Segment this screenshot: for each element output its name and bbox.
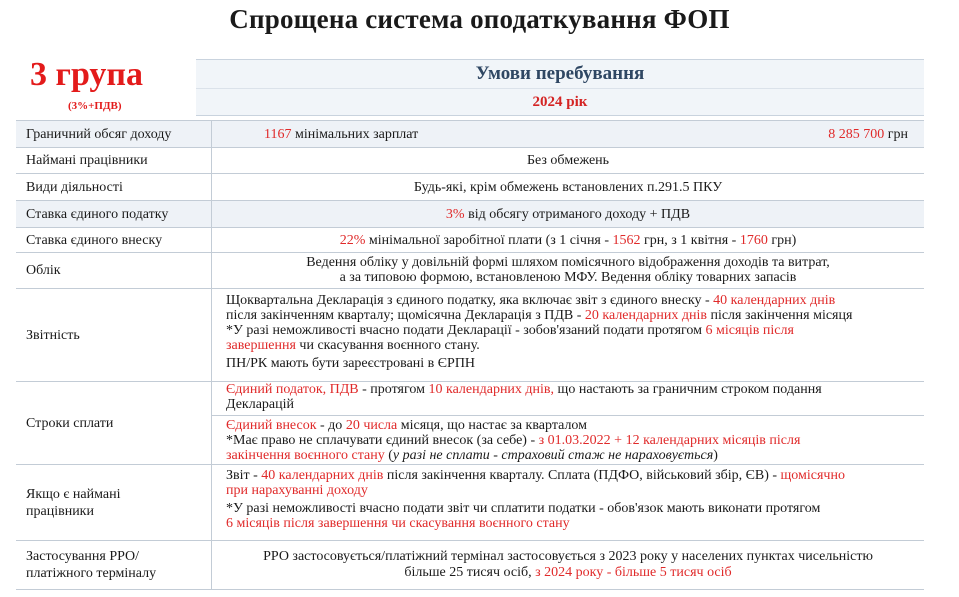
- group-label: 3 група: [30, 56, 143, 93]
- employees-value: Без обмежень: [526, 152, 610, 168]
- income-amount: 8 285 700: [828, 127, 885, 142]
- page-title: Спрощена система оподаткування ФОП: [229, 4, 730, 34]
- row-hired-employees: Якщо є наймані працівники Звіт - 40 календарних днів після закінчення кварталу. Сплата (ПДФО, військовий збір, ЄВ) - щомісячно при нарахуванні доходу *У разі неможливості вчасно подати звіт чи сплатити податки - обов'язок мають виконати протягом 6 місяців після завершення чи скасування воєнного стану: [16, 465, 924, 541]
- row-label: Якщо є наймані працівники: [26, 486, 121, 519]
- row-contribution-rate: Ставка єдиного внеску 22% мінімальної заробітної плати (з 1 січня - 1562 грн, з 1 квітня - 1760 грн): [16, 228, 924, 253]
- group-sublabel: (3%+ПДВ): [68, 100, 122, 112]
- activities-value: Будь-які, крім обмежень встановлених п.291.5 ПКУ: [413, 179, 723, 195]
- row-label: Види діяльності: [26, 179, 123, 195]
- row-label: Звітність: [26, 327, 80, 343]
- tax-rate-pct: 3%: [445, 206, 465, 222]
- year-header: 2024 рік: [196, 89, 924, 116]
- row-tax-rate: Ставка єдиного податку 3% від обсягу отриманого доходу + ПДВ: [16, 201, 924, 228]
- conditions-header: Умови перебування: [196, 59, 924, 89]
- row-reporting: Звітність Щоквартальна Декларація з єдиного податку, яка включає звіт з єдиного внеску - 40 календарних днів після закінченням кварталу; щомісячна Декларація з ПДВ - 20 календарних днів після закінчення місяця *У разі неможливості вчасно подати Декларації - зобов'язаний подати протягом 6 місяців після завершення чи скасування воєнного стану. ПН/РК мають бути зареєстровані в ЄРПН: [16, 289, 924, 382]
- row-employees: [16, 147, 924, 174]
- row-payment-terms: Строки сплати Єдиний податок, ПДВ - протягом 10 календарних днів, що настають за граничним строком подання Декларацій Єдиний внесок - до 20 числа місяця, що настає за кварталом *Має право не сплачувати єдиний внесок (за себе) - з 01.03.2022 + 12 календарних місяців після закінчення воєнного стану (у разі не сплати - страховий стаж не нараховується): [16, 382, 924, 465]
- row-label: Ставка єдиного податку: [26, 206, 169, 222]
- row-label: Строки сплати: [26, 415, 114, 431]
- row-label: Наймані працівники: [26, 152, 148, 168]
- row-label: Застосування РРО/ платіжного терміналу: [26, 549, 157, 581]
- row-rro: Застосування РРО/ платіжного терміналу РРО застосовується/платіжний термінал застосовується з 2023 року у населених пунктах чисельністю більше 25 тисяч осіб, з 2024 року - більше 5 тисяч осіб: [16, 541, 924, 590]
- row-accounting: Облік Ведення обліку у довільній формі шляхом помісячного відображення доходів та витрат, а за типовою формою, встановленою МФУ. Ведення обліку товарних запасів: [16, 253, 924, 289]
- row-label: Ставка єдиного внеску: [26, 232, 163, 248]
- income-min-wages: 1167: [264, 127, 292, 142]
- row-label: Облік: [26, 263, 61, 278]
- row-label: Граничний обсяг доходу: [26, 126, 172, 142]
- row-income-limit: Граничний обсяг доходу 1167 мінімальних зарплат 8 285 700 грн: [16, 120, 924, 148]
- row-activities: [16, 174, 924, 201]
